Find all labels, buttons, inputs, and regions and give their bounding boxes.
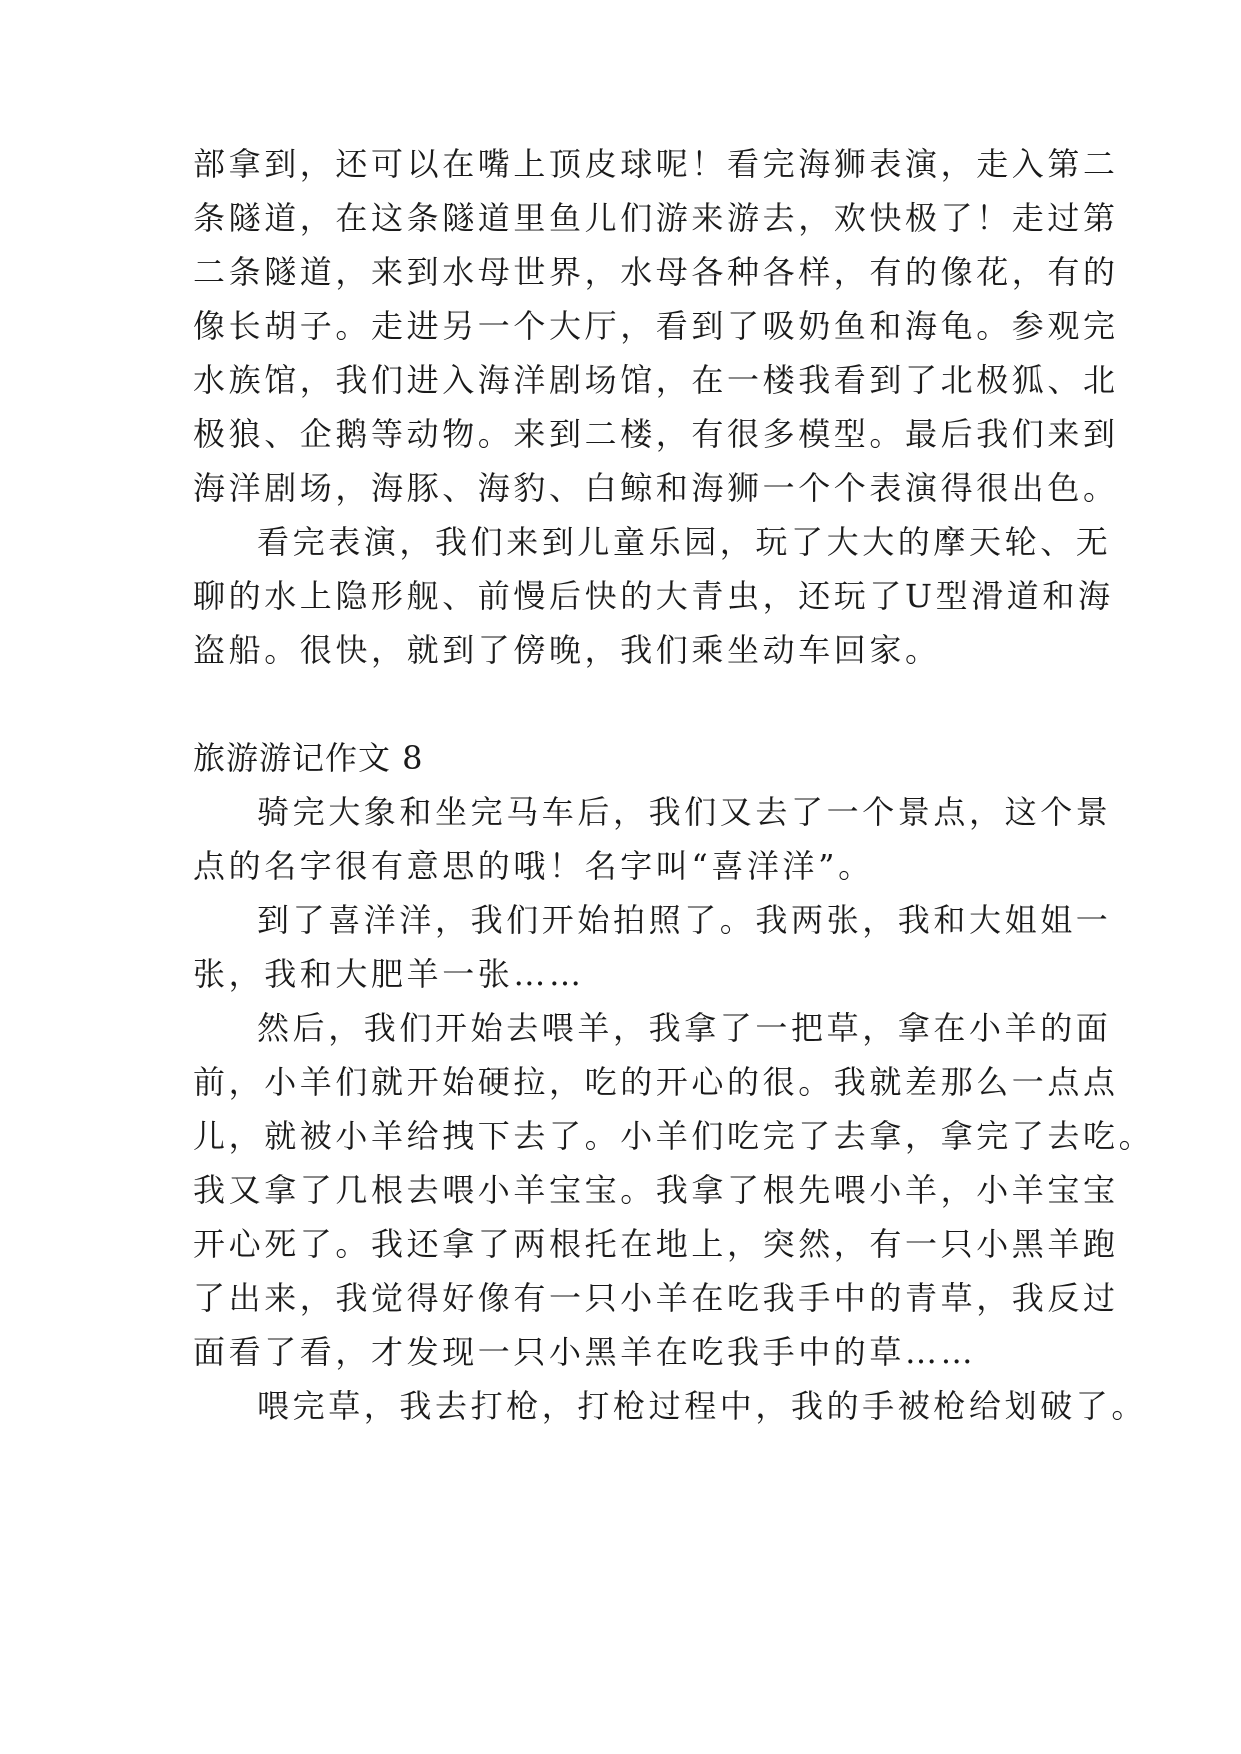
section-heading: 旅游游记作文 8 [193, 739, 424, 777]
paragraph-line: 部拿到，还可以在嘴上顶皮球呢！看完海狮表演，走入第二 [193, 145, 1119, 183]
paragraph-line: 了出来，我觉得好像有一只小羊在吃我手中的青草，我反过 [193, 1279, 1119, 1317]
paragraph-line: 点的名字很有意思的哦！名字叫“喜洋洋”。 [193, 847, 874, 885]
paragraph-line: 喂完草，我去打枪，打枪过程中，我的手被枪给划破了。 [257, 1387, 1148, 1425]
paragraph-line: 水族馆，我们进入海洋剧场馆，在一楼我看到了北极狐、北 [193, 361, 1119, 399]
paragraph-line: 条隧道，在这条隧道里鱼儿们游来游去，欢快极了！走过第 [193, 199, 1119, 237]
paragraph-line: 到了喜洋洋，我们开始拍照了。我两张，我和大姐姐一 [257, 901, 1112, 939]
paragraph-line: 看完表演，我们来到儿童乐园，玩了大大的摩天轮、无 [257, 523, 1112, 561]
paragraph-line: 骑完大象和坐完马车后，我们又去了一个景点，这个景 [257, 793, 1112, 831]
paragraph-line: 像长胡子。走进另一个大厅，看到了吸奶鱼和海龟。参观完 [193, 307, 1119, 345]
paragraph-line: 聊的水上隐形舰、前慢后快的大青虫，还玩了U型滑道和海 [193, 577, 1114, 615]
paragraph-line: 儿，就被小羊给拽下去了。小羊们吃完了去拿，拿完了去吃。 [193, 1117, 1155, 1155]
paragraph-line: 极狼、企鹅等动物。来到二楼，有很多模型。最后我们来到 [193, 415, 1119, 453]
paragraph-line: 张，我和大肥羊一张…… [193, 955, 585, 993]
paragraph-line: 然后，我们开始去喂羊，我拿了一把草，拿在小羊的面 [257, 1009, 1112, 1047]
paragraph-line: 前，小羊们就开始硬拉，吃的开心的很。我就差那么一点点 [193, 1063, 1119, 1101]
paragraph-line: 二条隧道，来到水母世界，水母各种各样，有的像花，有的 [193, 253, 1119, 291]
paragraph-line: 盗船。很快，就到了傍晚，我们乘坐动车回家。 [193, 631, 941, 669]
paragraph-line: 面看了看，才发现一只小黑羊在吃我手中的草…… [193, 1333, 977, 1371]
paragraph-line: 我又拿了几根去喂小羊宝宝。我拿了根先喂小羊，小羊宝宝 [193, 1171, 1119, 1209]
paragraph-line: 海洋剧场，海豚、海豹、白鲸和海狮一个个表演得很出色。 [193, 469, 1119, 507]
paragraph-line: 开心死了。我还拿了两根托在地上，突然，有一只小黑羊跑 [193, 1225, 1119, 1263]
